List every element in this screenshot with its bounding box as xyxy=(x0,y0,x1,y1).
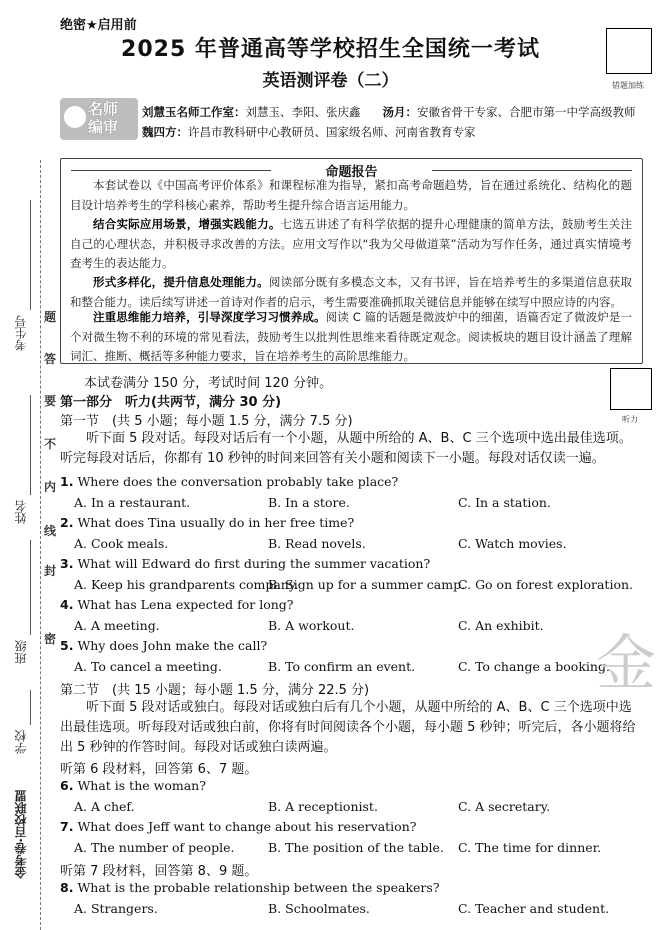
qr-code-icon[interactable] xyxy=(606,28,652,74)
badge-line2: 编审 xyxy=(88,118,119,136)
section1-heading: 第一节 (共 5 小题；每小题 1.5 分，满分 7.5 分) xyxy=(60,414,353,429)
question-number: 8. xyxy=(60,880,74,895)
option-b[interactable]: B. Read novels. xyxy=(268,536,366,551)
page-subtitle: 英语测评卷（二） xyxy=(262,71,399,91)
question-text: What will Edward do first during the summer vacation? xyxy=(77,556,431,571)
option-a[interactable]: A. A chef. xyxy=(74,799,135,814)
question-stem xyxy=(60,638,267,653)
option-a[interactable]: A. A meeting. xyxy=(74,618,160,633)
author-label: 汤月： xyxy=(382,105,418,119)
author-desc: 安徽省骨干专家、合肥市第一中学高级教师 xyxy=(417,105,636,119)
part1-heading: 第一部分 听力(共两节，满分 30 分) xyxy=(60,395,282,410)
report-emphasis: 注重思维能力培养，引导深度学习习惯养成。 xyxy=(93,310,326,324)
option-b[interactable]: B. To confirm an event. xyxy=(268,659,416,674)
qr-caption: 听力 xyxy=(622,415,638,424)
author-names: 刘慧玉、李阳、张庆鑫 xyxy=(245,105,361,119)
report-emphasis: 结合实际应用场景，增强实践能力。 xyxy=(93,217,281,231)
class-label: 班级 xyxy=(14,640,28,664)
question-stem xyxy=(60,819,416,834)
exam-number-label: 考生号 xyxy=(14,315,28,351)
material-6-label: 听第 6 段材料，回答第 6、7 题。 xyxy=(60,762,258,777)
option-a[interactable]: A. To cancel a meeting. xyxy=(74,659,222,674)
option-c[interactable]: C. A secretary. xyxy=(458,799,551,814)
report-text: 阅读 C 篇的话题是微波炉中的细菌，语篇否定了微波炉是一个对微生物不利的环境的常见看法，鼓励考生以批判性思维来看待既定观念。阅读板块的题目设计涵盖了理解词汇、推断、概括等多种能力要求，旨在培养考生的高阶思维能力。 xyxy=(70,310,633,363)
school-field[interactable] xyxy=(30,690,31,725)
seal-char: 不 xyxy=(44,437,57,451)
option-b[interactable]: B. In a store. xyxy=(268,495,350,510)
seal-dashed-line xyxy=(40,160,41,930)
listening-qr-icon[interactable] xyxy=(610,368,652,410)
question-text: What is the woman? xyxy=(77,778,206,793)
question-text: Where does the conversation probably take place? xyxy=(77,474,399,489)
question-stem xyxy=(60,778,206,793)
question-text: Why does John make the call? xyxy=(77,638,268,653)
report-paragraph xyxy=(70,215,632,274)
question-text: What does Tina usually do in her free time? xyxy=(77,515,355,530)
question-number: 6. xyxy=(60,778,74,793)
option-a[interactable]: A. The number of people. xyxy=(74,840,235,855)
option-a[interactable]: A. Cook meals. xyxy=(74,536,169,551)
question-stem xyxy=(60,597,293,612)
question-stem xyxy=(60,515,354,530)
option-c[interactable]: C. Go on forest exploration. xyxy=(458,577,634,592)
report-title: 命题报告 xyxy=(325,165,378,180)
report-text: 阅读部分既有多模态文本，又有书评，旨在培养考生的多渠道信息获取和整合能力。读后续写讲述一首诗对作者的启示，考生需要准确抓取关键信息并能够在续写中照应诗的内容。 xyxy=(70,275,633,309)
question-text: What has Lena expected for long? xyxy=(77,597,294,612)
question-text: What is the probable relationship between the speakers? xyxy=(77,880,440,895)
seal-char: 题 xyxy=(44,310,57,324)
section1-instructions: 听下面 5 段对话。每段对话后有一个小题，从题中所给的 A、B、C 三个选项中选出最佳选项。听完每段对话后，你都有 10 秒钟的时间来回答有关小题和阅读下一小题。每段对话仅读一遍。 xyxy=(60,431,632,466)
section2-instructions: 听下面 5 段对话或独白。每段对话或独白后有几个小题，从题中所给的 A、B、C 三个选项中选出最佳选项。听每段对话或独白前，你将有时间阅读各个小题，每小题 5 秒钟；听完后，各小题将给出 5 秒钟的作答时间。每段对话或独白读两遍。 xyxy=(60,700,636,755)
option-c[interactable]: C. An exhibit. xyxy=(458,618,544,633)
option-b[interactable]: B. Sign up for a summer camp. xyxy=(268,577,466,592)
option-c[interactable]: C. Watch movies. xyxy=(458,536,567,551)
editor-badge xyxy=(60,98,138,140)
question-stem xyxy=(60,556,430,571)
report-text: 七选五讲述了有科学依据的提升心理健康的简单方法，鼓励考生关注自己的心理状态，并积极寻求改善的方法。应用文写作以“我为父母做道菜”活动为写作任务，通过真实情境考查考生的表达能力。 xyxy=(70,217,633,270)
question-stem xyxy=(60,474,398,489)
option-b[interactable]: B. A workout. xyxy=(268,618,355,633)
question-stem xyxy=(60,880,440,895)
seal-char: 密 xyxy=(44,632,57,646)
class-field[interactable] xyxy=(30,540,31,635)
question-number: 3. xyxy=(60,556,74,571)
author-desc: 许昌市教科研中心教研员、国家级名师、河南省教育专家 xyxy=(188,125,476,139)
option-a[interactable]: A. In a restaurant. xyxy=(74,495,191,510)
watermark: 金 xyxy=(596,629,656,699)
option-b[interactable]: B. Schoolmates. xyxy=(268,901,370,916)
authors-row-1 xyxy=(142,104,636,120)
page-title: 2025 年普通高等学校招生全国统一考试 xyxy=(121,37,540,62)
name-label: 姓名 xyxy=(14,500,28,524)
school-label: 学校 xyxy=(14,730,28,754)
option-c[interactable]: C. In a station. xyxy=(458,495,551,510)
report-paragraph xyxy=(70,273,632,312)
option-b[interactable]: B. A receptionist. xyxy=(268,799,378,814)
brand-label: 金考卷·百校联盟 xyxy=(14,790,28,879)
name-field[interactable] xyxy=(30,395,31,495)
question-number: 7. xyxy=(60,819,74,834)
question-text: What does Jeff want to change about his reservation? xyxy=(77,819,417,834)
seal-char: 要 xyxy=(44,394,57,408)
option-a[interactable]: A. Keep his grandparents company. xyxy=(74,577,299,592)
question-number: 1. xyxy=(60,474,74,489)
report-paragraph xyxy=(70,308,632,367)
seal-char: 线 xyxy=(44,524,57,538)
author-label: 刘慧玉名师工作室： xyxy=(142,105,246,119)
seal-char: 内 xyxy=(44,480,57,494)
seal-char: 答 xyxy=(44,352,57,366)
exam-info: 本试卷满分 150 分，考试时间 120 分钟。 xyxy=(84,376,333,391)
author-label: 魏四方： xyxy=(142,125,188,139)
badge-line1: 名师 xyxy=(88,100,119,118)
section2-heading: 第二节 (共 15 小题；每小题 1.5 分，满分 22.5 分) xyxy=(60,683,370,698)
option-c[interactable]: C. The time for dinner. xyxy=(458,840,602,855)
option-c[interactable]: C. Teacher and student. xyxy=(458,901,610,916)
option-c[interactable]: C. To change a booking. xyxy=(458,659,610,674)
report-paragraph: 本套试卷以《中国高考评价体系》和课程标准为指导，紧扣高考命题趋势，旨在通过系统化、结构化的题目设计培养考生的学科核心素养，帮助考生提升综合语言运用能力。 xyxy=(70,178,632,212)
option-b[interactable]: B. The position of the table. xyxy=(268,840,444,855)
option-a[interactable]: A. Strangers. xyxy=(74,901,158,916)
exam-number-field[interactable] xyxy=(30,200,31,310)
authors-row-2 xyxy=(142,124,476,140)
report-emphasis: 形式多样化，提升信息处理能力。 xyxy=(93,275,269,289)
qr-caption: 错题加练 xyxy=(612,81,644,90)
confidential-label: 绝密★启用前 xyxy=(60,18,137,33)
seal-char: 封 xyxy=(44,564,57,578)
teacher-avatar-icon xyxy=(64,106,86,128)
material-7-label: 听第 7 段材料，回答第 8、9 题。 xyxy=(60,864,258,879)
question-number: 4. xyxy=(60,597,74,612)
question-number: 2. xyxy=(60,515,74,530)
question-number: 5. xyxy=(60,638,74,653)
